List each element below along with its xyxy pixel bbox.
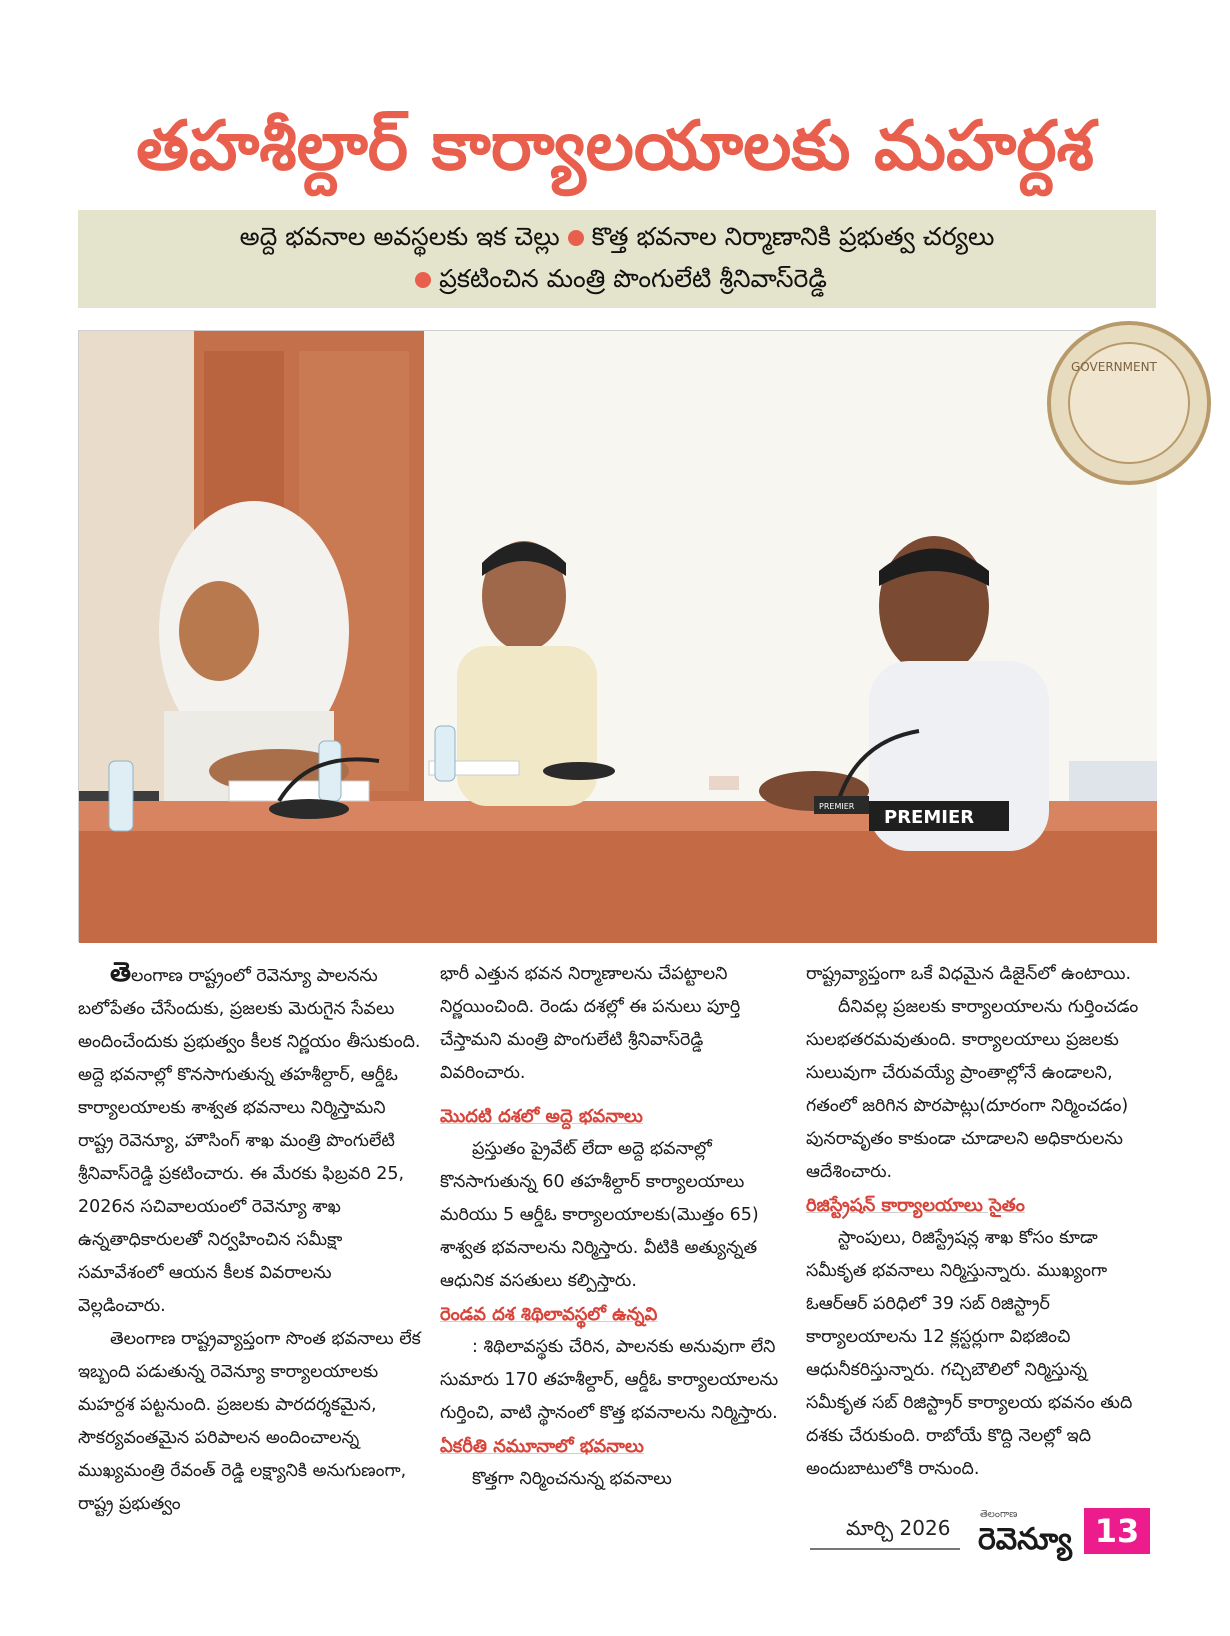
headline: తహశీల్దార్ కార్యాలయాలకు మహర్దశ: [136, 107, 1094, 186]
paragraph: దీనివల్ల ప్రజలకు కార్యాలయాలను గుర్తించడం సులభతరమవుతుంది. కార్యాలయాలు ప్రజలకు సులువుగా చేరువయ్యే ప్రాంతాల్లోనే ఉండాలని, గతంలో జరిగిన పొరపాట్లు(దూరంగా నిర్మించడం) పునరావృతం కాకుండా చూడాలని అధికారులను ఆదేశించారు.: [806, 997, 1139, 1182]
paragraph: స్టాంపులు, రిజిస్ట్రేషన్ల శాఖ కోసం కూడా సమీకృత భవనాలు నిర్మిస్తున్నారు. ముఖ్యంగా ఓఆర్ఆర్ పరిధిలో 39 సబ్ రిజిస్ట్రార్ కార్యాలయాలను 12 క్లస్టర్లుగా విభజించి ఆధునీకరిస్తున్నారు. గచ్చిబౌలిలో నిర్మిస్తున్న సమీకృత సబ్ రిజిస్ట్రార్ కార్యాలయ భవనం తుది దశకు చేరుకుంది. రాబోయే కొద్ది నెలల్లో ఇది అందుబాటులోకి రానుంది.: [806, 1228, 1133, 1479]
paragraph: : శిథిలావస్థకు చేరిన, పాలనకు అనువుగా లేని సుమారు 170 తహశీల్దార్, ఆర్డీఓ కార్యాలయాలను గుర్తించి, వాటి స్థానంలో కొత్త భవనాలను నిర్మిస్తారు.: [440, 1337, 779, 1423]
article-column-1: [78, 957, 423, 1514]
article-column-3: [806, 958, 1151, 1498]
section-heading: రెండవ దశ శిథిలావస్థలో ఉన్నవి: [440, 1304, 658, 1325]
subheading-box: [78, 210, 1156, 308]
brand-tagline: తెలంగాణ: [980, 1509, 1018, 1520]
nameplate-text: PREMIER: [884, 807, 975, 828]
bullet-icon: [415, 272, 431, 288]
magazine-brand: రెవెన్యూ: [978, 1522, 1072, 1557]
nameplate-small-text: PREMIER: [819, 802, 855, 811]
subheading-line-1: [98, 216, 1136, 258]
page-number: 13: [1084, 1508, 1150, 1554]
subheading-line-2: [98, 258, 1136, 300]
meeting-photo-illustration: [79, 331, 1157, 943]
drop-cap: తె: [110, 957, 132, 988]
paragraph: ప్రస్తుతం ప్రైవేట్ లేదా అద్దె భవనాల్లో కొనసాగుతున్న 60 తహశీల్దార్ కార్యాలయాలు మరియు 5 ఆర్డీఓ కార్యాలయాలకు(మొత్తం 65) శాశ్వత భవనాలను నిర్మిస్తారు. వీటికి అత్యున్నత ఆధునిక వసతులు కల్పిస్తారు.: [440, 1139, 759, 1291]
paragraph: భారీ ఎత్తున భవన నిర్మాణాలను చేపట్టాలని నిర్ణయించింది. రెండు దశల్లో ఈ పనులు పూర్తి చేస్తామని మంత్రి పొంగులేటి శ్రీనివాస్‌రెడ్డి వివరించారు.: [440, 964, 741, 1083]
subheading-point-1: అద్దె భవనాల అవస్థలకు ఇక చెల్లు: [239, 222, 560, 251]
paragraph: కొత్తగా నిర్మించనున్న భవనాలు: [472, 1469, 672, 1489]
section-heading: మొదటి దశలో అద్దె భవనాలు: [440, 1106, 643, 1127]
section-heading: రిజిస్ట్రేషన్ కార్యాలయాలు సైతం: [806, 1195, 1025, 1216]
footer-divider: [810, 1548, 960, 1550]
section-heading: ఏకరీతి నమూనాలో భవనాలు: [440, 1436, 644, 1457]
subheading-point-2: కొత్త భవనాల నిర్మాణానికి ప్రభుత్వ చర్యలు: [591, 222, 995, 251]
emblem-text: GOVERNMENT: [1071, 360, 1157, 374]
paragraph: [78, 958, 423, 1323]
article-column-2: [440, 958, 785, 1498]
meeting-photo: [78, 330, 1156, 942]
paragraph: తెలంగాణ రాష్ట్రవ్యాప్తంగా సొంత భవనాలు లేక ఇబ్బంది పడుతున్న రెవెన్యూ కార్యాలయాలకు మహర్దశ పట్టనుంది. ప్రజలకు పారదర్శకమైన, సౌకర్యవంతమైన పరిపాలన అందించాలన్న ముఖ్యమంత్రి రేవంత్ రెడ్డి లక్ష్యానికి అనుగుణంగా, రాష్ట్ర ప్రభుత్వం: [78, 1329, 421, 1514]
subheading-point-3: ప్రకటించిన మంత్రి పొంగులేటి శ్రీనివాస్‌రెడ్డి: [439, 264, 827, 293]
paragraph-text: లంగాణ రాష్ట్రంలో రెవెన్యూ పాలనను బలోపేతం చేసేందుకు, ప్రజలకు మెరుగైన సేవలు అందించేందుకు ప్రభుత్వం కీలక నిర్ణయం తీసుకుంది. అద్దె భవనాల్లో కొనసాగుతున్న తహశీల్దార్, ఆర్డీఓ కార్యాలయాలకు శాశ్వత భవనాలు నిర్మిస్తామని రాష్ట్ర రెవెన్యూ, హౌసింగ్ శాఖ మంత్రి పొంగులేటి శ్రీనివాస్‌రెడ్డి ప్రకటించారు. ఈ మేరకు ఫిబ్రవరి 25, 2026న సచివాలయంలో రెవెన్యూ శాఖ ఉన్నతాధికారులతో నిర్వహించిన సమీక్షా సమావేశంలో ఆయన కీలక వివరాలను వెల్లడించారు.: [78, 966, 421, 1316]
issue-month: మార్చి 2026: [846, 1516, 951, 1540]
paragraph: రాష్ట్రవ్యాప్తంగా ఒకే విధమైన డిజైన్‌లో ఉంటాయి.: [806, 964, 1132, 984]
government-emblem: [1049, 323, 1209, 483]
bullet-icon: [568, 230, 584, 246]
